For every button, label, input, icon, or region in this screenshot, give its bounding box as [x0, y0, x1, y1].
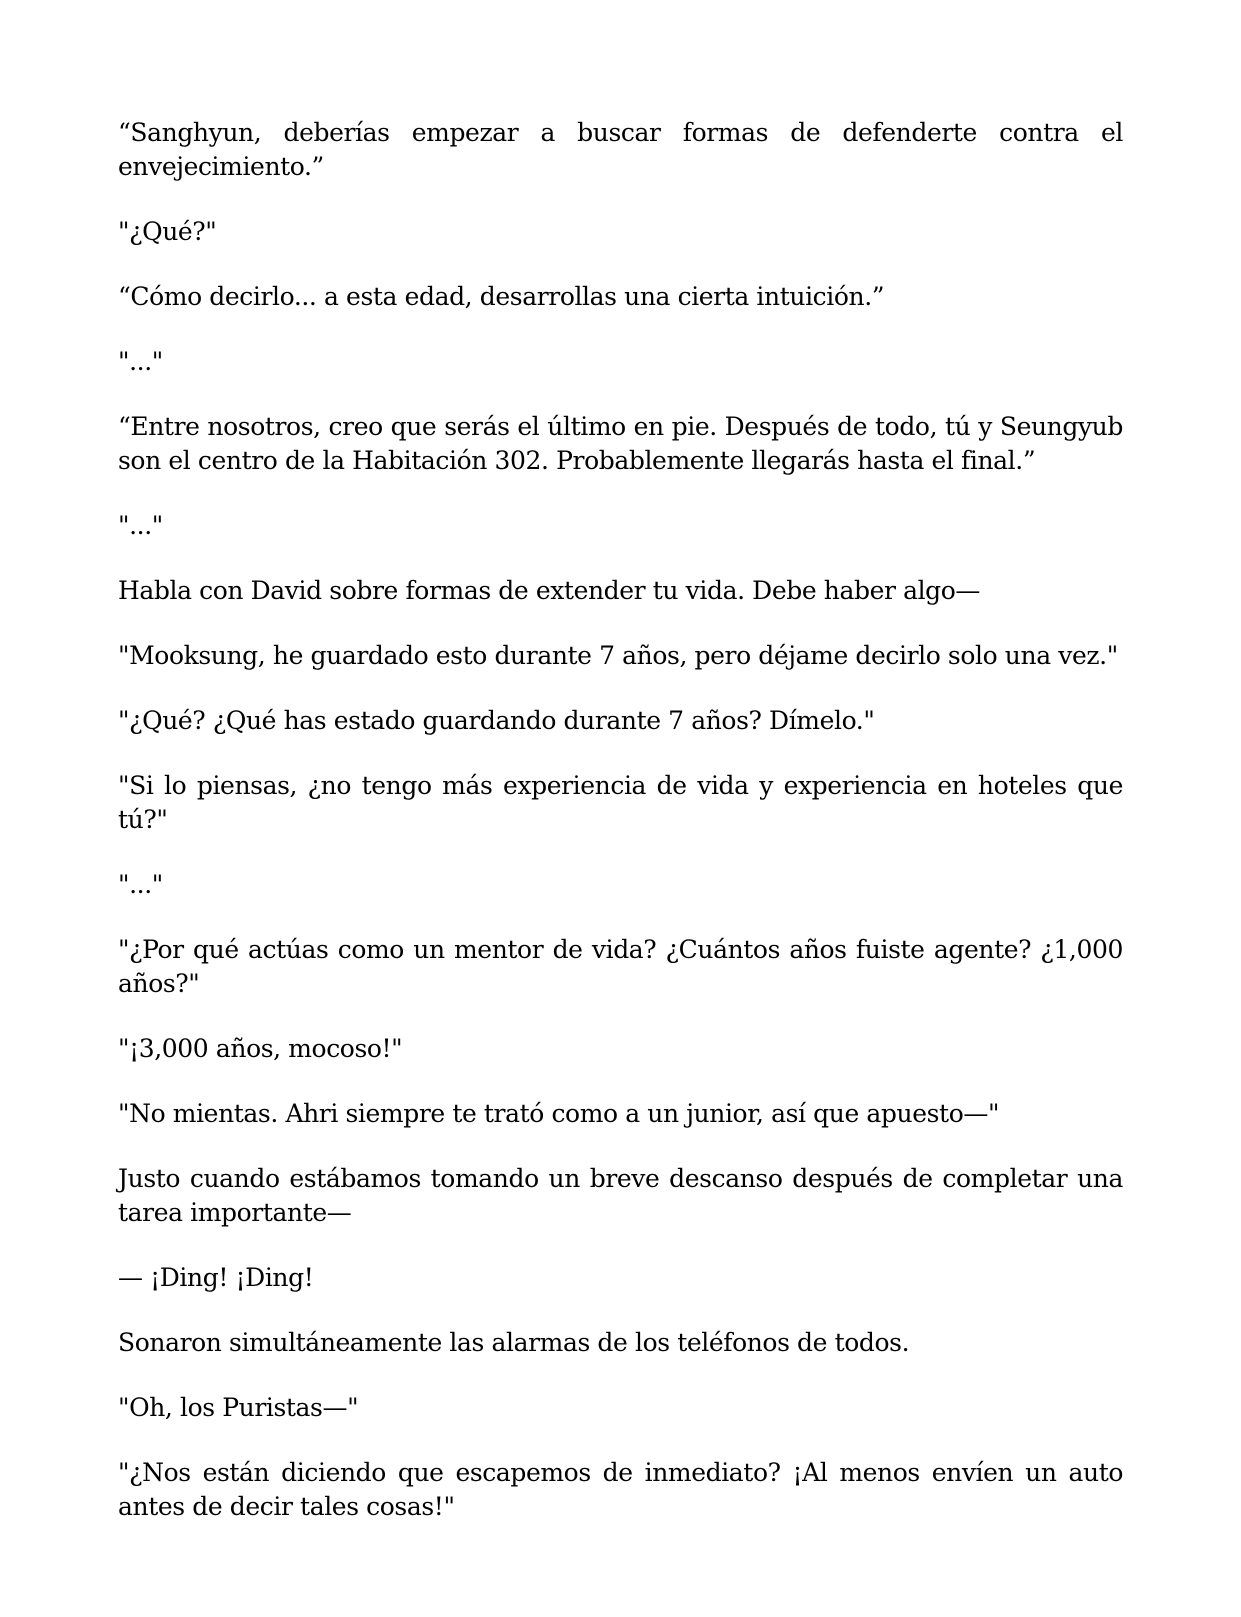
paragraph-13: "¡3,000 años, mocoso!" [118, 1034, 403, 1063]
paragraph-10: "Si lo piensas, ¿no tengo más experiencia de vida y experiencia en hoteles que tú?" [118, 771, 1123, 834]
paragraph-11: "..." [118, 870, 163, 899]
paragraph-5: “Entre nosotros, creo que serás el último en pie. Después de todo, tú y Seungyub son el centro de la Habitación 302. Probablemente llegarás hasta el final.” [118, 412, 1123, 475]
paragraph-2: "¿Qué?" [118, 217, 217, 246]
paragraph-7: Habla con David sobre formas de extender tu vida. Debe haber algo— [118, 576, 981, 605]
paragraph-14: "No mientas. Ahri siempre te trató como a un junior, así que apuesto—" [118, 1099, 1000, 1128]
paragraph-3: “Cómo decirlo... a esta edad, desarrollas una cierta intuición.” [118, 282, 885, 311]
paragraph-15: Justo cuando estábamos tomando un breve descanso después de completar una tarea importante— [118, 1164, 1123, 1227]
paragraph-16: — ¡Ding! ¡Ding! [118, 1263, 314, 1292]
document-page [118, 116, 1123, 1555]
paragraph-19: "¿Nos están diciendo que escapemos de inmediato? ¡Al menos envíen un auto antes de decir tales cosas!" [118, 1458, 1123, 1521]
paragraph-6: "..." [118, 511, 163, 540]
paragraph-17: Sonaron simultáneamente las alarmas de los teléfonos de todos. [118, 1328, 910, 1357]
paragraph-1: “Sanghyun, deberías empezar a buscar formas de defenderte contra el envejecimiento.” [118, 118, 1123, 181]
paragraph-18: "Oh, los Puristas—" [118, 1393, 359, 1422]
paragraph-12: "¿Por qué actúas como un mentor de vida? ¿Cuántos años fuiste agente? ¿1,000 años?" [118, 935, 1123, 998]
paragraph-8: "Mooksung, he guardado esto durante 7 años, pero déjame decirlo solo una vez." [118, 641, 1118, 670]
paragraph-4: "..." [118, 347, 163, 376]
paragraph-9: "¿Qué? ¿Qué has estado guardando durante 7 años? Dímelo." [118, 706, 875, 735]
